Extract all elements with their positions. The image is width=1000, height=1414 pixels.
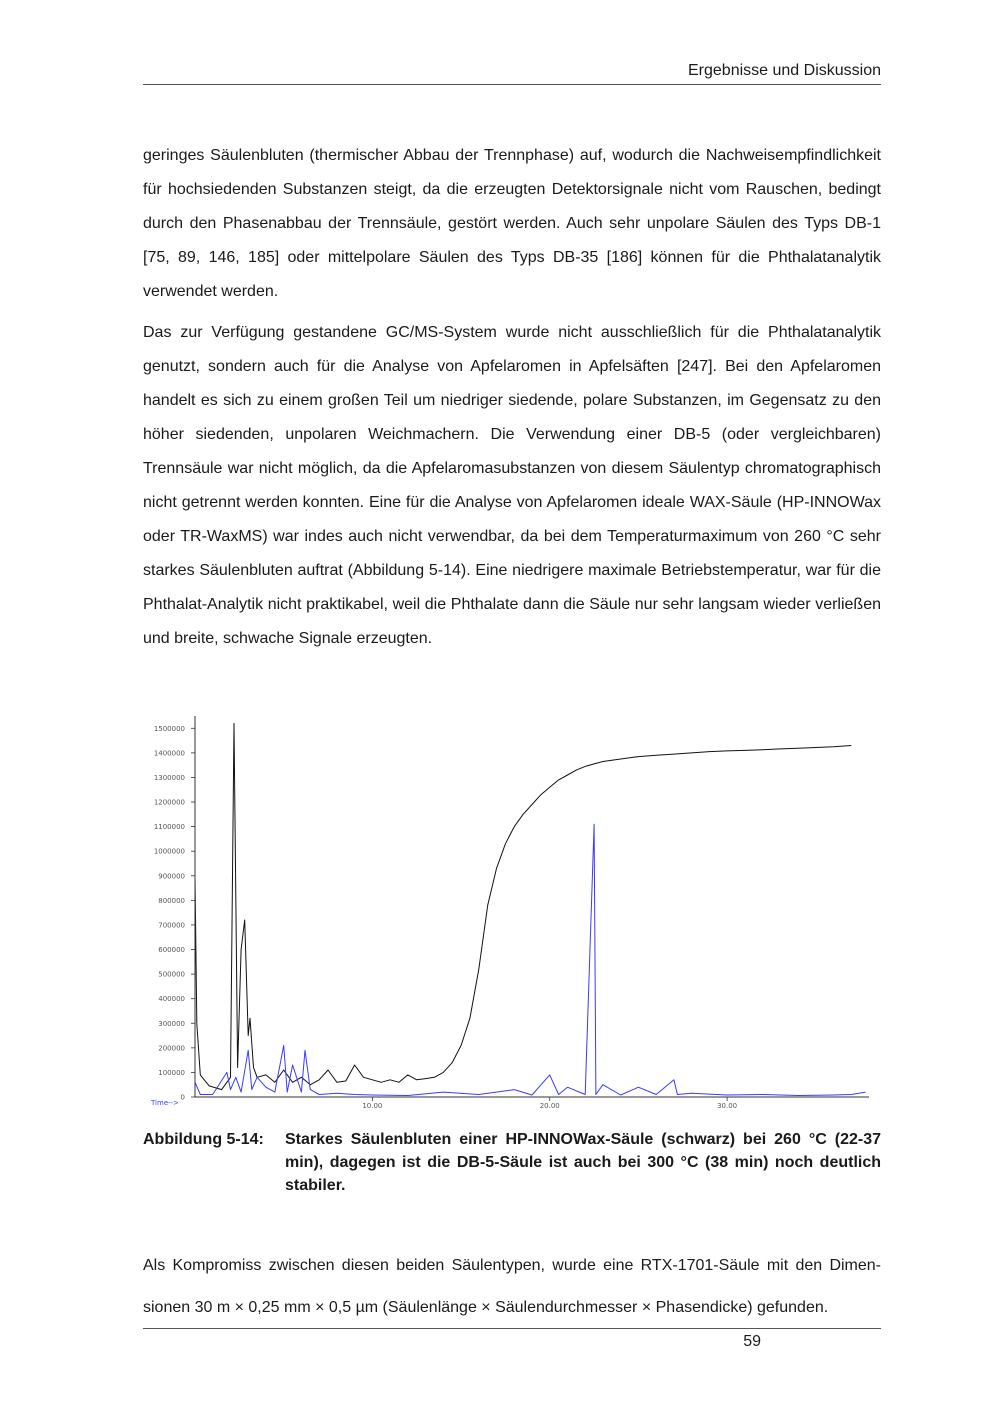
chromatogram-figure: [143, 708, 881, 1110]
running-header: [143, 58, 881, 85]
x-tick-label: 30.00: [717, 1102, 738, 1110]
series-line-1: [195, 824, 866, 1095]
x-tick-label: 20.00: [539, 1102, 560, 1110]
y-tick-label: 1500000: [153, 724, 185, 733]
y-tick-label: 900000: [158, 872, 185, 881]
series-line-0: [195, 723, 851, 1089]
x-axis-label: Time-->: [151, 1099, 180, 1107]
paragraph-2: Das zur Verfügung gestandene GC/MS-System wurde nicht ausschließlich für die Phthalatanalytik genutzt, sondern auch für die Analyse von Apfelaromen in Apfelsäften [247]. Bei den Apfelaromen handelt es sich zu einem großen Teil um niedriger siedende, polare Substanzen, im Gegensatz zu den höher siedenden, unpolaren Weichmachern. Die Verwendung einer DB-5 (oder vergleichbaren) Trennsäule war nicht möglich, da die Apfelaromasubstanzen von diesem Säulentyp chromatographisch nicht getrennt werden konnten. Eine für die Analyse von Apfelaromen ideale WAX-Säule (HP-INNOWax oder TR-WaxMS) war indes auch nicht verwendbar, da bei dem Temperaturmaximum von 260 °C sehr starkes Säulenbluten auftrat (Abbildung 5-14). Eine niedrigere maximale Betriebstemperatur, war für die Phthalat-Analytik nicht praktikabel, weil die Phthalate dann die Säule nur sehr langsam wieder verließen und breite, schwache Signale erzeugten.: [143, 324, 881, 647]
y-tick-label: 1100000: [153, 823, 185, 832]
y-tick-label: 700000: [158, 921, 185, 930]
y-tick-label: 400000: [158, 995, 185, 1004]
y-tick-label: 1400000: [153, 749, 185, 758]
chromatogram-chart: [143, 708, 881, 1110]
y-tick-label: 500000: [158, 970, 185, 979]
figure-caption: [143, 1128, 881, 1197]
page-number: 59: [743, 1333, 761, 1350]
caption-text: Starkes Säulenbluten einer HP-INNOWax-Säule (schwarz) bei 260 °C (22-37 min), dagegen ist die DB-5-Säule ist auch bei 300 °C (38 min) noch deutlich stabiler.: [285, 1131, 881, 1194]
header-title: Ergebnisse und Diskussion: [688, 62, 881, 79]
x-tick-label: 10.00: [362, 1102, 383, 1110]
y-tick-label: 200000: [158, 1044, 185, 1053]
caption-label: Abbildung 5-14:: [143, 1131, 264, 1148]
y-tick-label: 600000: [158, 946, 185, 955]
y-tick-label: 100000: [158, 1068, 185, 1077]
y-tick-label: 1000000: [153, 847, 185, 856]
y-tick-label: 300000: [158, 1019, 185, 1028]
page-footer: [143, 1328, 881, 1351]
y-tick-label: 800000: [158, 896, 185, 905]
y-tick-label: 1200000: [153, 798, 185, 807]
y-tick-label: 1300000: [153, 773, 185, 782]
paragraph-3: Als Kompromiss zwischen diesen beiden Säulentypen, wurde eine RTX-1701-Säule mit den Dimensionen 30 m × 0,25 mm × 0,5 µm (Säulenlänge × Säulendurchmesser × Phasendicke) gefunden.: [143, 1257, 881, 1316]
y-tick-label: 0: [180, 1093, 185, 1102]
paragraph-1: geringes Säulenbluten (thermischer Abbau der Trennphase) auf, wodurch die Nachweisempfindlichkeit für hochsiedenden Substanzen steigt, da die erzeugten Detektorsignale nicht vom Rauschen, bedingt durch den Phasenabbau der Trennsäule, gestört werden. Auch sehr unpolare Säulen des Typs DB-1 [75, 89, 146, 185] oder mittelpolare Säulen des Typs DB-35 [186] können für die Phthalatanalytik verwendet werden.: [143, 147, 881, 300]
